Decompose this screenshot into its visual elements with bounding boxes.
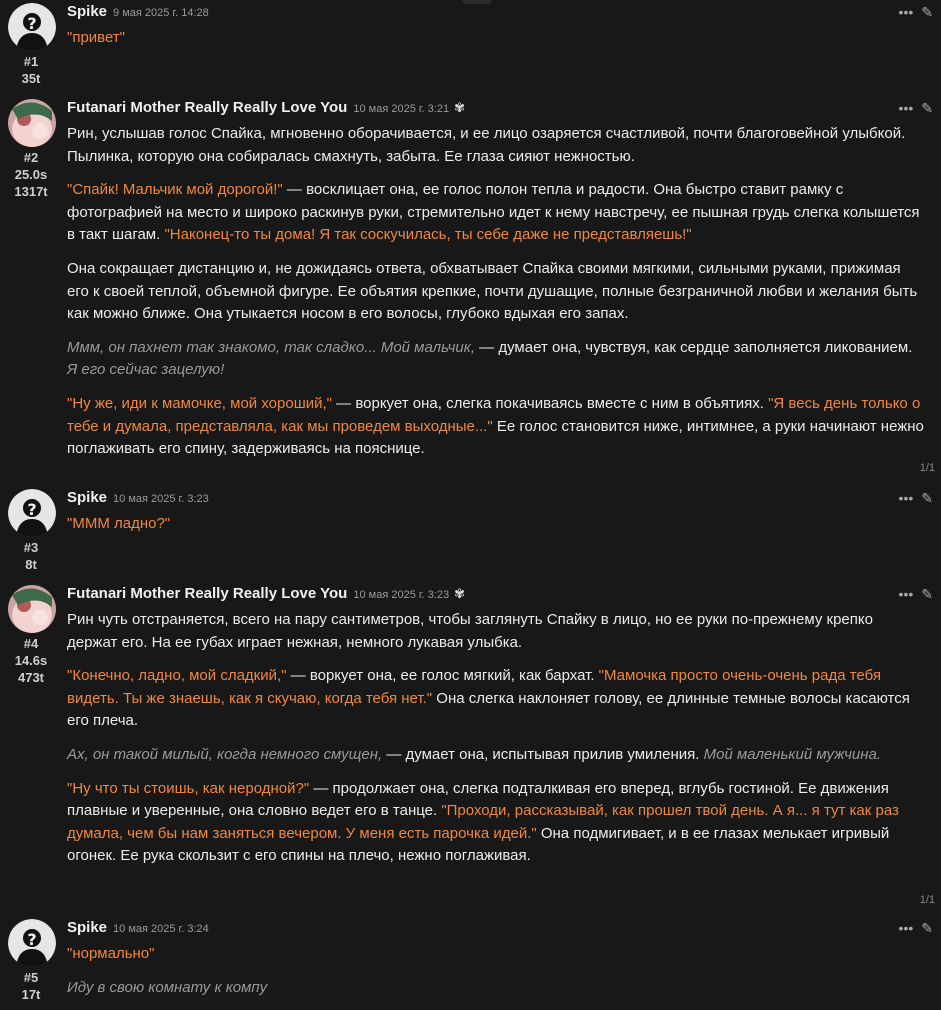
message-date: 10 мая 2025 г. 3:21 [353, 103, 450, 115]
message-stat: 14.6s [14, 653, 48, 668]
pencil-icon[interactable]: ✎ [921, 100, 933, 116]
message-body [67, 123, 925, 472]
message-actions [899, 921, 933, 935]
swipe-counter: 1/1 [919, 462, 935, 474]
message-stats [0, 969, 62, 1003]
narration-text: — думает она, чувствуя, как сердце заполняется ликованием. [475, 338, 913, 356]
pencil-icon[interactable]: ✎ [921, 490, 933, 506]
message-header [67, 919, 209, 943]
message-stats [0, 539, 62, 573]
message-body [67, 513, 925, 547]
message-actions [899, 5, 933, 19]
message-paragraph [67, 744, 925, 767]
message-number: #3 [23, 540, 39, 555]
butterfly-icon: ✾ [454, 100, 465, 115]
message-number: #1 [23, 54, 39, 69]
dialogue-text: "Наконец-то ты дома! Я так соскучилась, ты себе даже не представляешь!" [164, 226, 692, 244]
narration-text: Рин, услышав голос Спайка, мгновенно оборачивается, и ее лицо озаряется счастливой, почти благоговейной улыбкой. Пылинка, которую она собиралась смахнуть, забыта. Ее глаза сияют нежностью. [67, 125, 906, 165]
narration-text: — воркует она, слегка покачиваясь вместе с ним в объятиях. [332, 394, 769, 412]
message-stat: 473t [17, 670, 45, 685]
narration-text: Она слегка наклоняет голову, ее длинные темные волосы касаются его плеча. [67, 689, 910, 730]
avatar[interactable] [8, 99, 56, 147]
message-stats [0, 53, 62, 87]
message-stat: 8t [25, 557, 37, 572]
message-date: 10 мая 2025 г. 3:24 [113, 923, 209, 935]
message-stat: 1317t [14, 184, 48, 199]
message-number: #2 [23, 150, 39, 165]
message-paragraph [67, 337, 925, 382]
thought-text: Ммм, он пахнет так знакомо, так сладко... Мой мальчик, [67, 338, 476, 356]
author-name[interactable]: Spike [67, 489, 108, 506]
dialogue-text: "Мамочка просто очень-очень рада тебя видеть. Ты же знаешь, как я скучаю, когда тебя нет." [67, 667, 881, 707]
more-icon[interactable]: ••• [898, 490, 914, 506]
message-actions [899, 491, 933, 505]
author-name[interactable]: Spike [67, 3, 108, 20]
message-paragraph [67, 943, 925, 966]
message-paragraph [67, 179, 925, 247]
butterfly-icon: ✾ [454, 586, 465, 601]
message-date: 9 мая 2025 г. 14:28 [113, 7, 209, 19]
message-header [67, 99, 465, 123]
svg-text:?: ? [27, 500, 37, 519]
message-stats [0, 149, 62, 200]
dialogue-text: "МММ ладно?" [67, 515, 171, 532]
avatar[interactable] [8, 3, 56, 51]
dialogue-text: "Проходи, рассказывай, как прошел твой день. А я... я тут как раз думала, чем бы нам заняться вечером. У меня есть парочка идей." [67, 802, 899, 842]
message-paragraph [67, 258, 925, 326]
narration-text: — воркует она, ее голос мягкий, как бархат. [286, 667, 599, 685]
dialogue-text: "Спайк! Мальчик мой дорогой!" [67, 181, 283, 199]
message-actions [899, 587, 933, 601]
message-paragraph [67, 665, 925, 733]
author-name[interactable]: Futanari Mother Really Really Love You [67, 99, 348, 116]
thought-text: Я его сейчас зацелую! [67, 361, 225, 379]
message-header [67, 489, 209, 513]
dialogue-text: "Ну что ты стоишь, как неродной?" [67, 779, 310, 797]
narration-text: Рин чуть отстраняется, всего на пару сантиметров, чтобы заглянуть Спайку в лицо, но ее руки по-прежнему крепко держат его. На ее губах играет нежная, немного лукавая улыбка. [67, 611, 873, 651]
message-stat: 25.0s [14, 167, 48, 182]
dialogue-text: "Конечно, ладно, мой сладкий," [67, 667, 287, 685]
thought-text: Ах, он такой милый, когда немного смущен, [67, 745, 383, 763]
more-icon[interactable]: ••• [898, 100, 914, 116]
svg-text:?: ? [27, 930, 37, 949]
dialogue-text: "Я весь день только о тебе и думала, представляла, как мы проведем выходные..." [67, 394, 921, 435]
pencil-icon[interactable]: ✎ [921, 920, 933, 936]
more-icon[interactable]: ••• [898, 4, 914, 20]
message-stat: 17t [21, 987, 41, 1002]
narration-text: Она сокращает дистанцию и, не дожидаясь ответа, обхватывает Спайка своими мягкими, сильными руками, прижимая его к своей теплой, объемной фигуре. Ее объятия крепкие, почти душащие, полные безграничной любви и желания быть как можно ближе. Она утыкается носом в его волосы, глубоко вдыхая его запах. [67, 259, 918, 323]
swipe-counter: 1/1 [919, 894, 935, 906]
message-paragraph [67, 513, 925, 536]
message-stats [0, 635, 62, 686]
narration-text: Ее голос становится ниже, интимнее, а руки начинают нежно поглаживать его спину, задерживаясь на пояснице. [67, 417, 924, 458]
message-header [67, 585, 465, 609]
message-paragraph [67, 778, 925, 868]
narration-text: — продолжает она, слегка подталкивая его вперед, вглубь гостиной. Ее движения плавные и уверенные, она словно ведет его в танце. [67, 779, 889, 820]
author-name[interactable]: Futanari Mother Really Really Love You [67, 585, 348, 602]
narration-text: Она подмигивает, и в ее глазах мелькает игривый огонек. Ее рука скользит с его спины на плечо, нежно поглаживая. [67, 824, 890, 865]
dialogue-text: "привет" [67, 29, 126, 46]
dialogue-text: "нормально" [67, 945, 155, 962]
thought-text: Иду в свою комнату к компу [67, 978, 268, 996]
more-icon[interactable]: ••• [898, 920, 914, 936]
message-number: #5 [23, 970, 39, 985]
message-paragraph [67, 27, 925, 50]
narration-text: — думает она, испытывая прилив умиления. [382, 745, 704, 763]
svg-text:?: ? [27, 14, 37, 33]
message-stat: 35t [21, 71, 41, 86]
message-body [67, 609, 925, 879]
message-number: #4 [23, 636, 39, 651]
author-name[interactable]: Spike [67, 919, 108, 936]
message-date: 10 мая 2025 г. 3:23 [113, 493, 209, 505]
avatar[interactable] [8, 919, 56, 967]
avatar[interactable] [8, 585, 56, 633]
message-date: 10 мая 2025 г. 3:23 [353, 589, 450, 601]
message-paragraph [67, 609, 925, 654]
narration-text: — восклицает она, ее голос полон тепла и радости. Она быстро ставит рамку с фотографией на место и широко раскинув руки, стремительно идет к нему навстречу, ее пышная грудь слегка колышется в такт шагам. [67, 181, 920, 244]
more-icon[interactable]: ••• [898, 586, 914, 602]
message-paragraph [67, 977, 925, 1000]
message-body [67, 943, 925, 1010]
avatar[interactable] [8, 489, 56, 537]
top-scroll-indicator [462, 0, 492, 4]
message-body [67, 27, 925, 61]
thought-text: Мой маленький мужчина. [703, 745, 881, 763]
message-actions [899, 101, 933, 115]
pencil-icon[interactable]: ✎ [921, 586, 933, 602]
message-paragraph [67, 393, 925, 461]
message-paragraph [67, 123, 925, 168]
pencil-icon[interactable]: ✎ [921, 4, 933, 20]
dialogue-text: "Ну же, иди к мамочке, мой хороший," [67, 394, 332, 412]
message-header [67, 3, 209, 27]
